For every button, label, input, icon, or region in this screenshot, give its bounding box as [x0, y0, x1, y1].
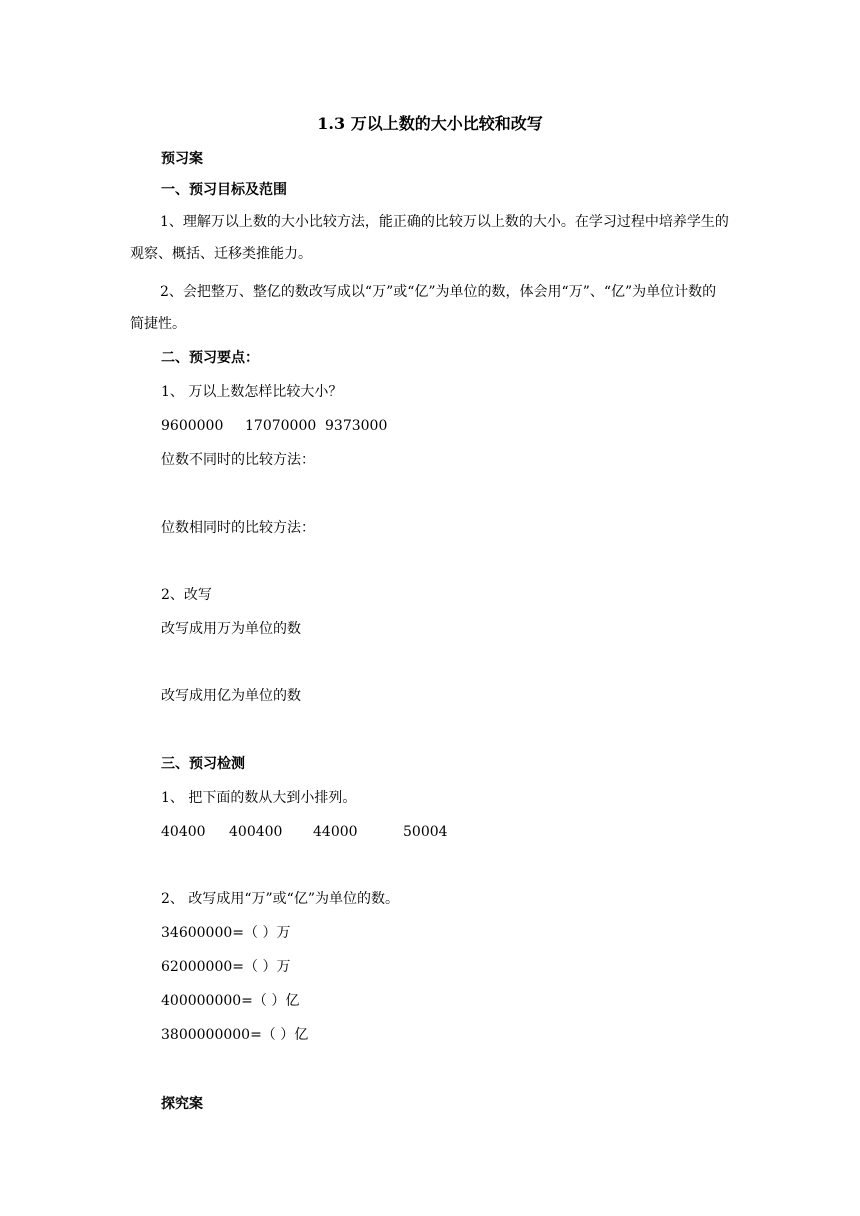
- rewrite-equation-1: 34600000=（ ）万: [161, 925, 291, 941]
- rewrite-equation-4: 3800000000=（ ）亿: [161, 1027, 309, 1043]
- rewrite-equation-3: 400000000=（ ）亿: [161, 993, 300, 1009]
- section1-item2: [130, 276, 730, 340]
- number-item: 9373000: [325, 418, 388, 434]
- rewrite-wan-label: 改写成用万为单位的数: [161, 621, 301, 637]
- section1-item1: [130, 206, 730, 270]
- section2-question2: 2、改写: [161, 587, 212, 603]
- number-item: 9600000: [161, 418, 224, 434]
- page-title: 1.3 万以上数的大小比较和改写: [317, 114, 543, 133]
- section2-heading: 二、预习要点：: [161, 350, 259, 366]
- section1-item2-text: 2、会把整万、整亿的数改写成以“万”或“亿”为单位的数，体会用“万”、“亿”为单位计数的简捷性。: [130, 284, 717, 332]
- explore-heading: 探究案: [161, 1096, 203, 1112]
- section3-number-row: [161, 822, 448, 842]
- section3-heading: 三、预习检测: [161, 756, 245, 772]
- number-item: 44000: [313, 824, 358, 840]
- rewrite-equation-2: 62000000=（ ）万: [161, 959, 291, 975]
- section1-heading: 一、预习目标及范围: [161, 182, 287, 198]
- same-digits-label: 位数相同时的比较方法：: [161, 520, 315, 536]
- diff-digits-label: 位数不同时的比较方法：: [161, 452, 315, 468]
- number-item: 17070000: [245, 418, 317, 434]
- number-item: 400400: [229, 824, 283, 840]
- section3-question1: 1、 把下面的数从大到小排列。: [161, 790, 357, 806]
- number-item: 50004: [403, 824, 448, 840]
- section2-question1: 1、 万以上数怎样比较大小？: [161, 384, 343, 400]
- section2-number-row: [161, 416, 387, 436]
- section3-question2: 2、 改写成用“万”或“亿”为单位的数。: [161, 891, 399, 907]
- preview-heading: 预习案: [161, 151, 203, 167]
- section1-item1-text: 1、理解万以上数的大小比较方法，能正确的比较万以上数的大小。在学习过程中培养学生的观察、概括、迁移类推能力。: [130, 214, 729, 262]
- number-item: 40400: [161, 824, 206, 840]
- rewrite-yi-label: 改写成用亿为单位的数: [161, 688, 301, 704]
